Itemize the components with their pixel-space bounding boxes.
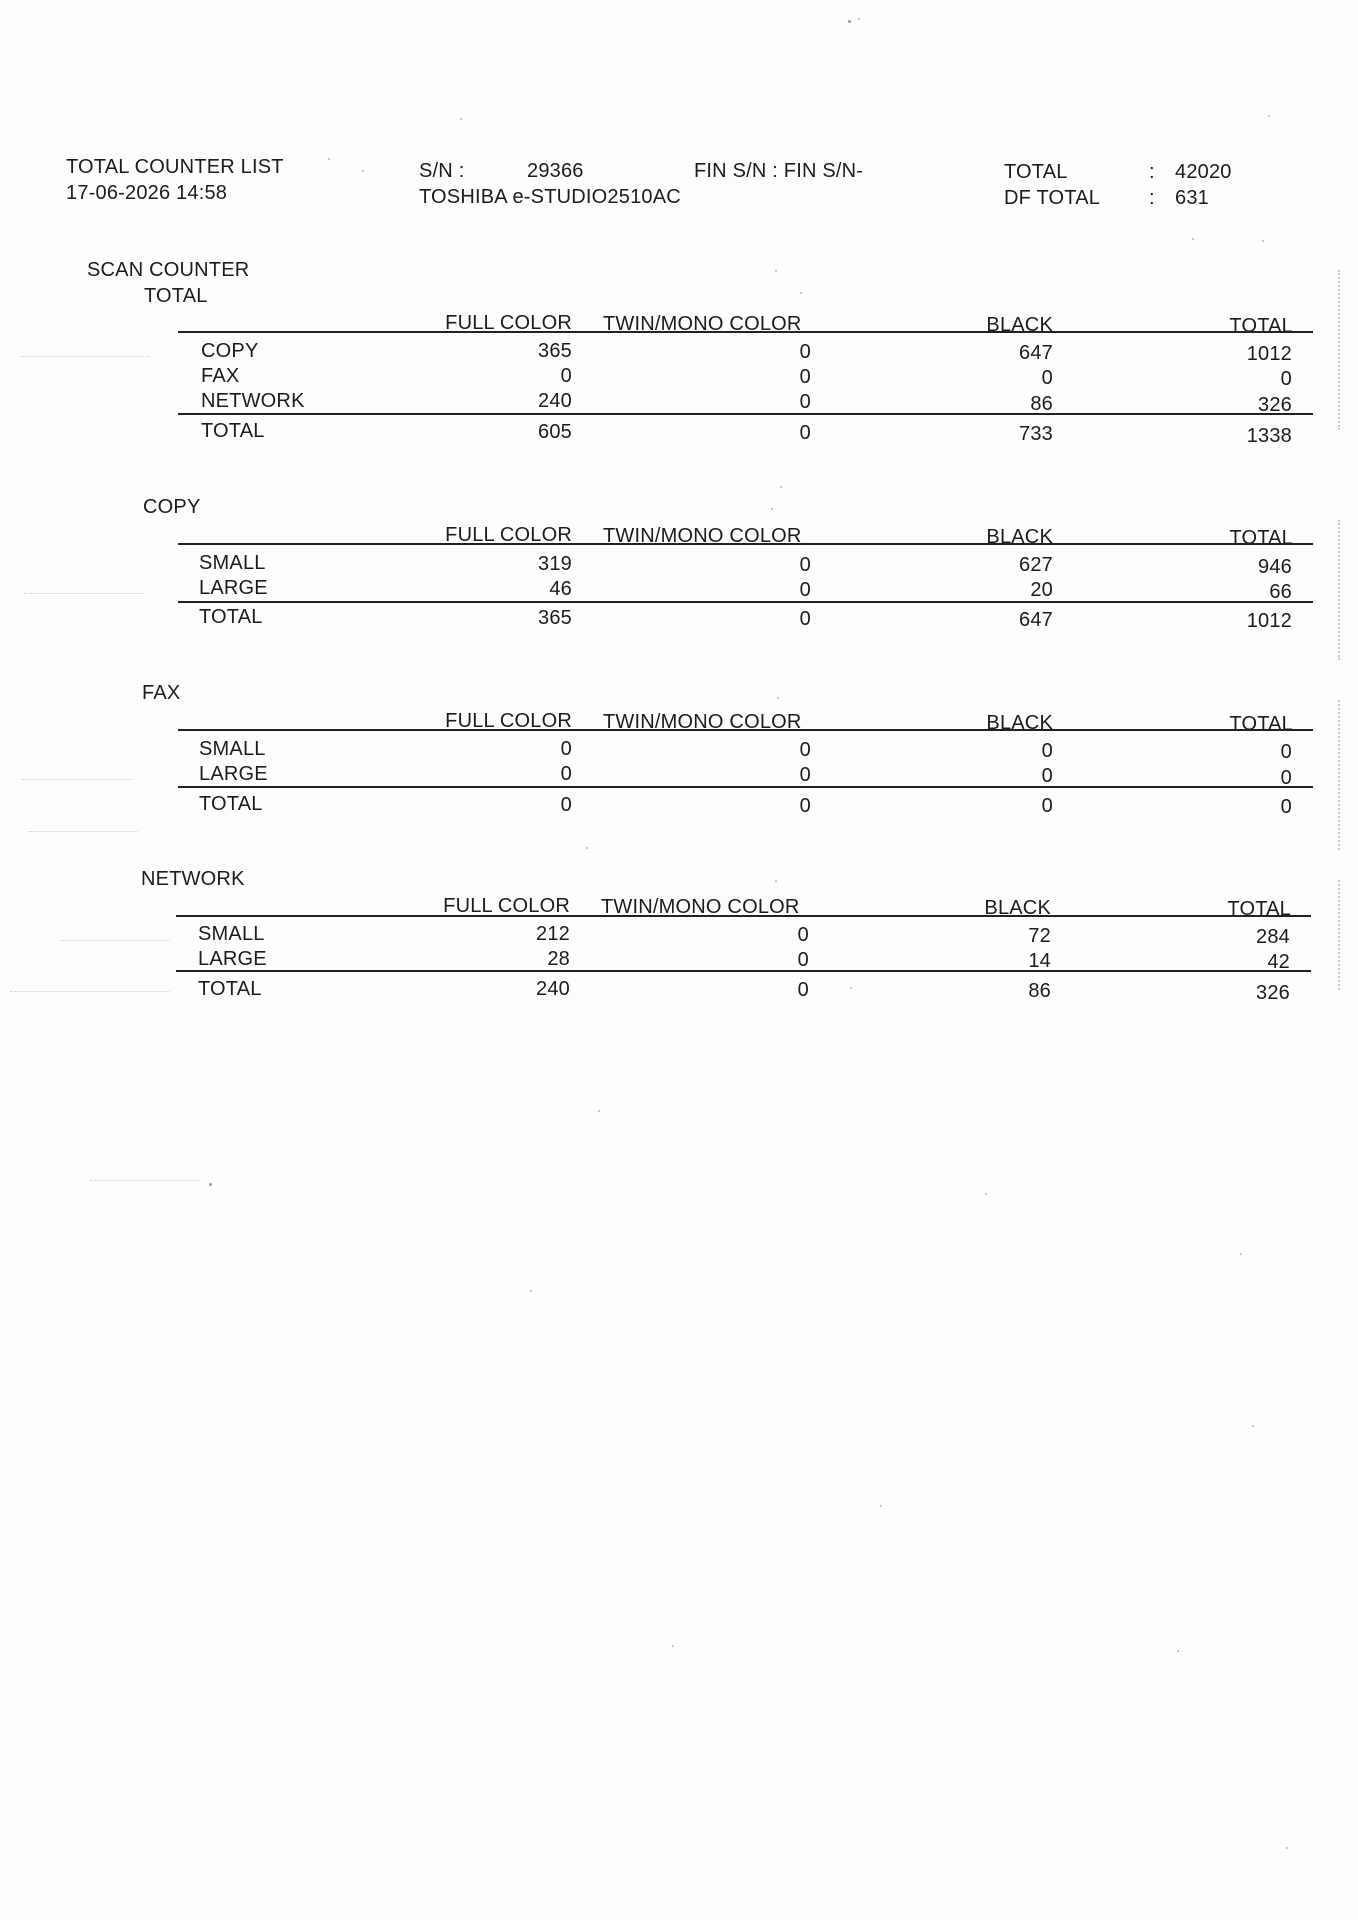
row-label: FAX xyxy=(201,365,240,387)
col-header-twin-mono-color: TWIN/MONO COLOR xyxy=(603,711,802,733)
cell-total: 326 xyxy=(1258,394,1292,416)
cell-black: 14 xyxy=(1028,950,1051,972)
cell-full-color: 365 xyxy=(538,607,572,629)
cell-twin-mono-color: 0 xyxy=(799,795,811,817)
scan-edge-noise xyxy=(1332,270,1340,430)
model-name: TOSHIBA e-STUDIO2510AC xyxy=(419,186,681,208)
cell-total: 326 xyxy=(1256,982,1290,1004)
scan-speck xyxy=(1252,1425,1254,1427)
cell-black: 86 xyxy=(1028,980,1051,1002)
col-header-full-color: FULL COLOR xyxy=(443,895,570,917)
scan-streak xyxy=(28,831,138,832)
cell-full-color: 319 xyxy=(538,553,572,575)
row-label-total: TOTAL xyxy=(199,606,263,628)
cell-total: 1012 xyxy=(1246,610,1292,632)
cell-twin-mono-color: 0 xyxy=(799,366,811,388)
scan-speck xyxy=(771,508,773,510)
scan-speck xyxy=(1240,1253,1242,1255)
cell-twin-mono-color: 0 xyxy=(799,422,811,444)
total-colon: : xyxy=(1149,161,1155,183)
serial-value: 29366 xyxy=(527,160,584,182)
cell-twin-mono-color: 0 xyxy=(799,391,811,413)
df-total-value: 631 xyxy=(1175,187,1209,209)
cell-full-color: 365 xyxy=(538,340,572,362)
scan-speck xyxy=(780,486,782,488)
cell-twin-mono-color: 0 xyxy=(799,739,811,761)
scan-streak xyxy=(10,991,170,992)
total-rule xyxy=(178,786,1313,788)
col-header-total: TOTAL xyxy=(1229,527,1293,549)
df-total-colon: : xyxy=(1149,187,1155,209)
scan-streak xyxy=(20,356,150,357)
total-value: 42020 xyxy=(1175,161,1232,183)
col-header-black: BLACK xyxy=(986,712,1053,734)
cell-black: 0 xyxy=(1041,740,1053,762)
scan-speck xyxy=(672,1645,674,1647)
scan-speck xyxy=(328,158,330,160)
total-rule xyxy=(178,413,1313,415)
serial-label: S/N : xyxy=(419,160,465,182)
cell-twin-mono-color: 0 xyxy=(799,608,811,630)
scan-speck xyxy=(800,292,802,294)
scan-speck xyxy=(777,697,779,699)
scan-speck xyxy=(1262,240,1264,242)
col-header-twin-mono-color: TWIN/MONO COLOR xyxy=(603,313,802,335)
scan-speck xyxy=(775,880,777,882)
total-rule xyxy=(178,601,1313,603)
scan-streak xyxy=(60,940,170,941)
cell-total: 1012 xyxy=(1246,343,1292,365)
cell-twin-mono-color: 0 xyxy=(797,949,809,971)
scan-counter-heading: SCAN COUNTER xyxy=(87,259,250,281)
row-label: SMALL xyxy=(199,738,266,760)
cell-twin-mono-color: 0 xyxy=(797,979,809,1001)
scan-edge-noise xyxy=(1332,520,1340,660)
col-header-black: BLACK xyxy=(986,526,1053,548)
row-label: NETWORK xyxy=(201,390,305,412)
row-label: COPY xyxy=(201,340,259,362)
cell-total: 0 xyxy=(1280,767,1292,789)
cell-black: 86 xyxy=(1030,393,1053,415)
scan-speck xyxy=(775,270,777,272)
section-title: TOTAL xyxy=(144,285,208,307)
scan-streak xyxy=(90,1180,200,1181)
header-rule xyxy=(178,729,1313,731)
cell-black: 647 xyxy=(1019,609,1053,631)
scan-speck xyxy=(460,118,462,120)
scan-speck xyxy=(985,1193,987,1195)
row-label: LARGE xyxy=(198,948,267,970)
cell-total: 66 xyxy=(1269,581,1292,603)
cell-total: 0 xyxy=(1280,796,1292,818)
header-rule xyxy=(178,543,1313,545)
cell-total: 1338 xyxy=(1246,425,1292,447)
col-header-total: TOTAL xyxy=(1229,315,1293,337)
scan-speck xyxy=(1192,238,1194,240)
scan-speck xyxy=(858,18,860,20)
row-label: LARGE xyxy=(199,577,268,599)
report-title: TOTAL COUNTER LIST xyxy=(66,156,284,178)
scan-speck xyxy=(530,1290,532,1292)
row-label: SMALL xyxy=(198,923,265,945)
row-label-total: TOTAL xyxy=(201,420,265,442)
scan-speck xyxy=(1268,115,1270,117)
row-label: SMALL xyxy=(199,552,266,574)
cell-full-color: 0 xyxy=(560,763,572,785)
cell-black: 20 xyxy=(1030,579,1053,601)
row-label-total: TOTAL xyxy=(198,978,262,1000)
cell-full-color: 240 xyxy=(538,390,572,412)
scan-speck xyxy=(598,1110,600,1112)
cell-full-color: 28 xyxy=(547,948,570,970)
scan-edge-noise xyxy=(1332,880,1340,990)
cell-twin-mono-color: 0 xyxy=(799,764,811,786)
cell-full-color: 212 xyxy=(536,923,570,945)
col-header-total: TOTAL xyxy=(1227,898,1291,920)
cell-twin-mono-color: 0 xyxy=(799,554,811,576)
scan-speck xyxy=(850,987,852,989)
col-header-total: TOTAL xyxy=(1229,713,1293,735)
scan-streak xyxy=(22,779,132,780)
row-label: LARGE xyxy=(199,763,268,785)
total-label: TOTAL xyxy=(1004,161,1068,183)
cell-total: 0 xyxy=(1280,368,1292,390)
header-rule xyxy=(176,915,1311,917)
col-header-twin-mono-color: TWIN/MONO COLOR xyxy=(603,525,802,547)
col-header-full-color: FULL COLOR xyxy=(445,524,572,546)
scan-edge-noise xyxy=(1332,700,1340,850)
cell-black: 0 xyxy=(1041,765,1053,787)
scan-streak xyxy=(24,593,144,594)
section-title: NETWORK xyxy=(141,868,245,890)
header-rule xyxy=(178,331,1313,333)
cell-total: 946 xyxy=(1258,556,1292,578)
total-rule xyxy=(176,970,1311,972)
cell-total: 284 xyxy=(1256,926,1290,948)
col-header-black: BLACK xyxy=(986,314,1053,336)
cell-full-color: 0 xyxy=(560,738,572,760)
scan-speck xyxy=(209,1183,212,1186)
cell-black: 0 xyxy=(1041,367,1053,389)
cell-twin-mono-color: 0 xyxy=(797,924,809,946)
cell-twin-mono-color: 0 xyxy=(799,341,811,363)
row-label-total: TOTAL xyxy=(199,793,263,815)
df-total-label: DF TOTAL xyxy=(1004,187,1101,209)
cell-total: 42 xyxy=(1267,951,1290,973)
cell-full-color: 46 xyxy=(549,578,572,600)
scan-speck xyxy=(1286,1847,1288,1849)
finisher-serial: FIN S/N : FIN S/N- xyxy=(694,160,864,182)
cell-total: 0 xyxy=(1280,741,1292,763)
section-title: FAX xyxy=(142,682,181,704)
section-title: COPY xyxy=(143,496,201,518)
cell-full-color: 0 xyxy=(560,365,572,387)
cell-black: 627 xyxy=(1019,554,1053,576)
cell-black: 72 xyxy=(1028,925,1051,947)
cell-black: 733 xyxy=(1019,423,1053,445)
scan-speck xyxy=(586,847,588,849)
cell-black: 0 xyxy=(1041,795,1053,817)
scan-speck xyxy=(362,170,364,172)
cell-full-color: 605 xyxy=(538,421,572,443)
report-datetime: 17-06-2026 14:58 xyxy=(66,182,228,204)
cell-twin-mono-color: 0 xyxy=(799,579,811,601)
scan-speck xyxy=(880,1505,882,1507)
cell-full-color: 240 xyxy=(536,978,570,1000)
cell-black: 647 xyxy=(1019,342,1053,364)
col-header-twin-mono-color: TWIN/MONO COLOR xyxy=(601,896,800,918)
col-header-black: BLACK xyxy=(984,897,1051,919)
col-header-full-color: FULL COLOR xyxy=(445,312,572,334)
scan-speck xyxy=(1177,1650,1179,1652)
scan-speck xyxy=(848,20,851,23)
col-header-full-color: FULL COLOR xyxy=(445,710,572,732)
cell-full-color: 0 xyxy=(560,794,572,816)
